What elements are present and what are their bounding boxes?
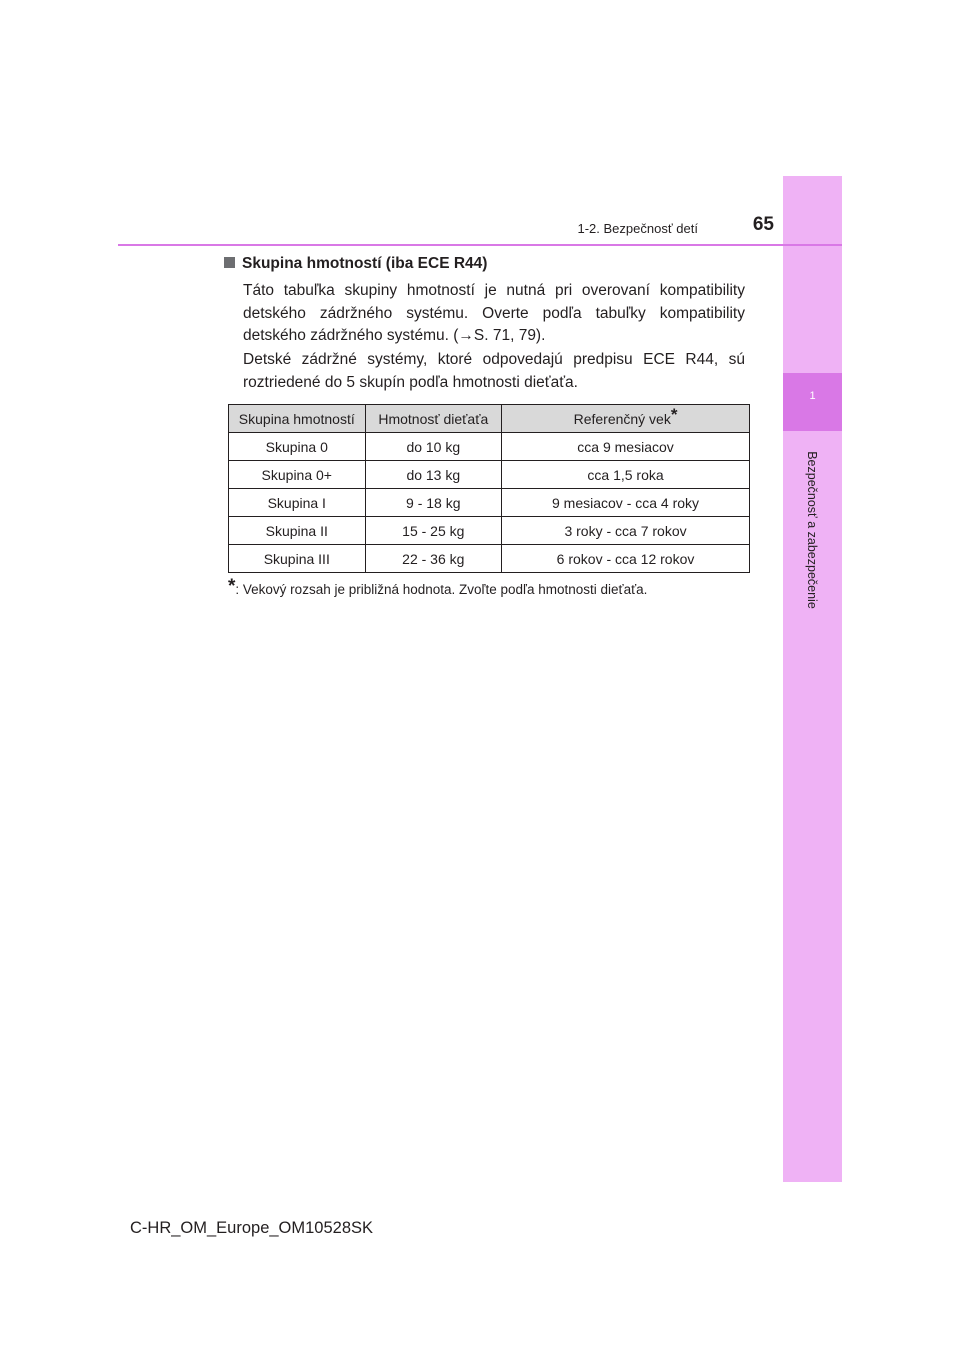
table-footnote <box>228 578 647 600</box>
footnote-text: : Vekový rozsah je približná hodnota. Zvoľte podľa hmotnosti dieťaťa. <box>235 582 648 597</box>
header-child-weight: Hmotnosť dieťaťa <box>365 405 502 433</box>
table-cell: 6 rokov - cca 12 rokov <box>502 545 750 573</box>
document-code: C-HR_OM_Europe_OM10528SK <box>130 1219 374 1237</box>
table-cell: cca 9 mesiacov <box>502 433 750 461</box>
table-header-row <box>229 405 750 433</box>
table-row <box>229 433 750 461</box>
table-cell: 15 - 25 kg <box>365 517 502 545</box>
page-number: 65 <box>752 214 774 235</box>
chapter-side-tab <box>783 176 842 1182</box>
table-cell: do 10 kg <box>365 433 502 461</box>
table-cell: Skupina III <box>229 545 366 573</box>
paragraph-groups: Detské zádržné systémy, ktoré odpovedajú predpisu ECE R44, sú roztriedené do 5 skupín podľa hmotnosti dieťaťa. <box>243 351 745 391</box>
filled-square-icon <box>224 257 235 268</box>
footnote-mark: * <box>670 404 678 424</box>
table-cell: Skupina 0 <box>229 433 366 461</box>
section-heading-text: Skupina hmotností (iba ECE R44) <box>242 255 488 272</box>
table-cell: Skupina 0+ <box>229 461 366 489</box>
table-cell: do 13 kg <box>365 461 502 489</box>
table-cell: 9 - 18 kg <box>365 489 502 517</box>
table-cell: 22 - 36 kg <box>365 545 502 573</box>
table-cell: Skupina II <box>229 517 366 545</box>
table-row <box>229 517 750 545</box>
table-cell: 9 mesiacov - cca 4 roky <box>502 489 750 517</box>
table-row <box>229 461 750 489</box>
header-weight-group: Skupina hmotností <box>229 405 366 433</box>
chapter-title: Bezpečnosť a zabezpečenie <box>805 451 819 609</box>
section-label: 1-2. Bezpečnosť detí <box>577 221 698 236</box>
chapter-number: 1 <box>809 390 816 402</box>
header-divider <box>118 244 842 246</box>
weight-group-table <box>228 404 750 573</box>
table-cell: Skupina I <box>229 489 366 517</box>
table-row <box>229 545 750 573</box>
table-cell: 3 roky - cca 7 rokov <box>502 517 750 545</box>
section-heading <box>224 255 487 273</box>
header-reference-age <box>502 405 750 433</box>
footnote-asterisk: * <box>228 576 236 597</box>
table-cell: cca 1,5 roka <box>502 461 750 489</box>
table-row <box>229 489 750 517</box>
chapter-active-marker <box>783 373 842 431</box>
header-reference-age-text: Referenčný vek <box>573 410 671 427</box>
paragraph-compatibility: Táto tabuľka skupiny hmotností je nutná pri overovaní kompatibility detského zádržného systému. Overte podľa tabuľky kompatibility detského zádržného systému. (→S. 71, 79). <box>243 282 745 344</box>
